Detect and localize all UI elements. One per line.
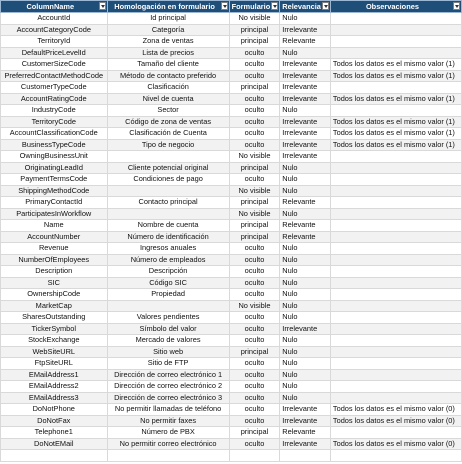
cell-columnname[interactable]: WebSiteURL [1,346,108,358]
cell-formulario[interactable]: oculto [229,254,280,266]
table-row [1,197,462,209]
cell-formulario[interactable]: oculto [229,289,280,301]
table-row [1,415,462,427]
cell-homologacion[interactable]: Código SIC [107,277,229,289]
cell-columnname[interactable]: Telephone1 [1,427,108,439]
cell-columnname[interactable]: DoNotFax [1,415,108,427]
cell-relevancia[interactable]: Nulo [280,243,331,255]
cell-relevancia[interactable]: Nulo [280,312,331,324]
cell-relevancia[interactable]: Irrelevante [280,438,331,450]
cell-homologacion[interactable]: Sector [107,105,229,117]
table-row [1,438,462,450]
table-row [1,335,462,347]
cell-relevancia[interactable]: Irrelevante [280,59,331,71]
cell-homologacion[interactable]: Nivel de cuenta [107,93,229,105]
table-row [1,70,462,82]
cell-homologacion[interactable]: Número de identificación [107,231,229,243]
cell-relevancia[interactable]: Nulo [280,105,331,117]
cell-homologacion[interactable]: Dirección de correo electrónico 1 [107,369,229,381]
cell-homologacion[interactable]: Cliente potencial original [107,162,229,174]
cell-formulario[interactable] [229,450,280,462]
cell-homologacion[interactable]: Método de contacto preferido [107,70,229,82]
cell-homologacion[interactable] [107,151,229,163]
cell-observaciones[interactable]: Todos los datos es el mismo valor (1) [330,128,461,140]
filter-dropdown-icon[interactable] [322,2,329,10]
cell-homologacion[interactable]: Contacto principal [107,197,229,209]
cell-homologacion[interactable]: Zona de ventas [107,36,229,48]
cell-observaciones[interactable] [330,185,461,197]
cell-formulario[interactable]: oculto [229,116,280,128]
header-row [1,1,462,13]
cell-formulario[interactable]: principal [229,231,280,243]
cell-relevancia[interactable]: Irrelevante [280,82,331,94]
cell-homologacion[interactable]: Propiedad [107,289,229,301]
cell-homologacion[interactable]: Dirección de correo electrónico 2 [107,381,229,393]
cell-homologacion[interactable] [107,300,229,312]
table-row [1,243,462,255]
cell-relevancia[interactable] [280,450,331,462]
cell-columnname[interactable]: PaymentTermsCode [1,174,108,186]
cell-observaciones[interactable] [330,151,461,163]
cell-formulario[interactable]: principal [229,82,280,94]
table-row [1,139,462,151]
cell-formulario[interactable]: oculto [229,438,280,450]
table-row [1,427,462,439]
cell-relevancia[interactable]: Nulo [280,358,331,370]
cell-relevancia[interactable]: Relevante [280,36,331,48]
cell-observaciones[interactable]: Todos los datos es el mismo valor (1) [330,70,461,82]
cell-columnname[interactable]: AccountClassificationCode [1,128,108,140]
cell-observaciones[interactable] [330,450,461,462]
cell-homologacion[interactable] [107,208,229,220]
cell-homologacion[interactable]: Sitio de FTP [107,358,229,370]
cell-observaciones[interactable] [330,369,461,381]
cell-observaciones[interactable]: Todos los datos es el mismo valor (1) [330,59,461,71]
table-row [1,174,462,186]
cell-homologacion[interactable]: Símbolo del valor [107,323,229,335]
cell-formulario[interactable]: oculto [229,266,280,278]
cell-homologacion[interactable]: Mercado de valores [107,335,229,347]
cell-homologacion[interactable]: Código de zona de ventas [107,116,229,128]
cell-homologacion[interactable] [107,185,229,197]
cell-observaciones[interactable] [330,312,461,324]
cell-formulario[interactable]: oculto [229,415,280,427]
cell-formulario[interactable]: principal [229,220,280,232]
cell-relevancia[interactable]: Nulo [280,277,331,289]
cell-homologacion[interactable]: Descripción [107,266,229,278]
cell-observaciones[interactable] [330,266,461,278]
cell-observaciones[interactable]: Todos los datos es el mismo valor (1) [330,116,461,128]
cell-columnname[interactable]: CustomerSizeCode [1,59,108,71]
table-row [1,381,462,393]
cell-observaciones[interactable]: Todos los datos es el mismo valor (0) [330,415,461,427]
table-row [1,47,462,59]
cell-relevancia[interactable]: Relevante [280,427,331,439]
table-row [1,151,462,163]
table-row [1,358,462,370]
table-row [1,208,462,220]
cell-columnname[interactable] [1,450,108,462]
cell-columnname[interactable]: ParticipatesInWorkflow [1,208,108,220]
cell-columnname[interactable]: DoNotPhone [1,404,108,416]
cell-relevancia[interactable]: Nulo [280,174,331,186]
cell-homologacion[interactable]: Número de empleados [107,254,229,266]
cell-relevancia[interactable]: Nulo [280,346,331,358]
cell-homologacion[interactable]: Tipo de negocio [107,139,229,151]
cell-relevancia[interactable]: Irrelevante [280,24,331,36]
cell-formulario[interactable]: oculto [229,70,280,82]
cell-homologacion[interactable]: Lista de precios [107,47,229,59]
table-row [1,24,462,36]
cell-relevancia[interactable]: Irrelevante [280,93,331,105]
table-row [1,220,462,232]
cell-observaciones[interactable]: Todos los datos es el mismo valor (0) [330,438,461,450]
cell-relevancia[interactable]: Relevante [280,197,331,209]
cell-columnname[interactable]: OwningBusinessUnit [1,151,108,163]
cell-observaciones[interactable] [330,220,461,232]
cell-formulario[interactable]: principal [229,24,280,36]
cell-homologacion[interactable]: Valores pendientes [107,312,229,324]
cell-columnname[interactable]: BusinessTypeCode [1,139,108,151]
cell-columnname[interactable]: SIC [1,277,108,289]
cell-relevancia[interactable]: Nulo [280,47,331,59]
cell-observaciones[interactable]: Todos los datos es el mismo valor (1) [330,93,461,105]
cell-observaciones[interactable] [330,197,461,209]
cell-observaciones[interactable] [330,277,461,289]
filter-dropdown-icon[interactable] [221,2,228,10]
cell-formulario[interactable]: oculto [229,392,280,404]
table-row [1,36,462,48]
cell-relevancia[interactable]: Nulo [280,185,331,197]
cell-relevancia[interactable]: Irrelevante [280,415,331,427]
table-row [1,185,462,197]
cell-relevancia[interactable]: Relevante [280,220,331,232]
cell-relevancia[interactable]: Nulo [280,369,331,381]
cell-columnname[interactable]: AccountNumber [1,231,108,243]
cell-observaciones[interactable] [330,162,461,174]
cell-relevancia[interactable]: Nulo [280,162,331,174]
cell-relevancia[interactable]: Nulo [280,289,331,301]
cell-observaciones[interactable] [330,36,461,48]
cell-homologacion[interactable]: Ingresos anuales [107,243,229,255]
cell-observaciones[interactable] [330,243,461,255]
cell-homologacion[interactable]: No permitir correo electrónico [107,438,229,450]
cell-relevancia[interactable]: Relevante [280,231,331,243]
cell-formulario[interactable]: oculto [229,243,280,255]
table-row [1,300,462,312]
header-relevancia[interactable]: Relevancia [280,1,331,13]
cell-columnname[interactable]: FtpSiteURL [1,358,108,370]
table-row [1,254,462,266]
cell-columnname[interactable]: DefaultPriceLevelId [1,47,108,59]
table-row [1,82,462,94]
cell-observaciones[interactable] [330,323,461,335]
cell-relevancia[interactable]: Irrelevante [280,116,331,128]
cell-homologacion[interactable]: Id principal [107,13,229,25]
cell-observaciones[interactable] [330,105,461,117]
cell-observaciones[interactable] [330,47,461,59]
cell-formulario[interactable]: oculto [229,105,280,117]
table-row [1,346,462,358]
cell-homologacion[interactable]: Número de PBX [107,427,229,439]
table-row [1,116,462,128]
cell-observaciones[interactable] [330,208,461,220]
table-row [1,277,462,289]
cell-columnname[interactable]: CustomerTypeCode [1,82,108,94]
cell-formulario[interactable]: principal [229,427,280,439]
cell-formulario[interactable]: principal [229,36,280,48]
filter-dropdown-icon[interactable] [453,2,460,10]
cell-columnname[interactable]: Name [1,220,108,232]
table-row [1,162,462,174]
cell-observaciones[interactable] [330,392,461,404]
table-row [1,312,462,324]
cell-columnname[interactable]: EMailAddress3 [1,392,108,404]
table-body [1,13,462,462]
table-row [1,128,462,140]
cell-columnname[interactable]: ShippingMethodCode [1,185,108,197]
cell-formulario[interactable]: oculto [229,369,280,381]
header-columnname[interactable]: ColumnName [1,1,108,13]
cell-formulario[interactable]: No visible [229,151,280,163]
cell-relevancia[interactable]: Nulo [280,392,331,404]
cell-formulario[interactable]: oculto [229,277,280,289]
cell-relevancia[interactable]: Irrelevante [280,323,331,335]
cell-columnname[interactable]: AccountId [1,13,108,25]
cell-columnname[interactable]: IndustryCode [1,105,108,117]
cell-columnname[interactable]: AccountRatingCode [1,93,108,105]
cell-observaciones[interactable] [330,358,461,370]
cell-columnname[interactable]: MarketCap [1,300,108,312]
table-row [1,231,462,243]
table-row [1,392,462,404]
cell-columnname[interactable]: TickerSymbol [1,323,108,335]
cell-homologacion[interactable]: Sitio web [107,346,229,358]
cell-observaciones[interactable] [330,289,461,301]
filter-dropdown-icon[interactable] [99,2,106,10]
cell-formulario[interactable]: No visible [229,185,280,197]
cell-homologacion[interactable]: No permitir faxes [107,415,229,427]
cell-formulario[interactable]: No visible [229,300,280,312]
cell-formulario[interactable]: oculto [229,139,280,151]
cell-observaciones[interactable] [330,427,461,439]
cell-columnname[interactable]: EMailAddress1 [1,369,108,381]
cell-formulario[interactable]: oculto [229,312,280,324]
table-row [1,13,462,25]
cell-formulario[interactable]: oculto [229,128,280,140]
cell-observaciones[interactable] [330,381,461,393]
cell-observaciones[interactable]: Todos los datos es el mismo valor (1) [330,139,461,151]
header-homologacion[interactable]: Homologación en formulario [107,1,229,13]
cell-relevancia[interactable]: Nulo [280,381,331,393]
table-row [1,369,462,381]
cell-columnname[interactable]: PreferredContactMethodCode [1,70,108,82]
cell-formulario[interactable]: oculto [229,404,280,416]
cell-homologacion[interactable]: Clasificación de Cuenta [107,128,229,140]
table-row [1,105,462,117]
cell-observaciones[interactable] [330,13,461,25]
cell-columnname[interactable]: DoNotEMail [1,438,108,450]
header-formulario[interactable]: Formulario [229,1,280,13]
cell-relevancia[interactable]: Nulo [280,300,331,312]
cell-relevancia[interactable]: Nulo [280,266,331,278]
cell-observaciones[interactable] [330,231,461,243]
header-observaciones[interactable]: Observaciones [330,1,461,13]
cell-formulario[interactable]: oculto [229,335,280,347]
cell-relevancia[interactable]: Irrelevante [280,70,331,82]
cell-homologacion[interactable]: Clasificación [107,82,229,94]
cell-formulario[interactable]: principal [229,162,280,174]
cell-formulario[interactable]: principal [229,346,280,358]
cell-relevancia[interactable]: Nulo [280,335,331,347]
cell-formulario[interactable]: oculto [229,93,280,105]
cell-columnname[interactable]: SharesOutstanding [1,312,108,324]
cell-relevancia[interactable]: Nulo [280,208,331,220]
cell-columnname[interactable]: Revenue [1,243,108,255]
cell-columnname[interactable]: TerritoryId [1,36,108,48]
cell-formulario[interactable]: oculto [229,174,280,186]
table-row [1,93,462,105]
table-row [1,289,462,301]
cell-observaciones[interactable] [330,82,461,94]
cell-relevancia[interactable]: Irrelevante [280,404,331,416]
cell-homologacion[interactable]: Tamaño del cliente [107,59,229,71]
cell-columnname[interactable]: AccountCategoryCode [1,24,108,36]
cell-formulario[interactable]: No visible [229,208,280,220]
cell-columnname[interactable]: Description [1,266,108,278]
cell-formulario[interactable]: oculto [229,323,280,335]
cell-observaciones[interactable] [330,24,461,36]
cell-formulario[interactable]: oculto [229,59,280,71]
table-row [1,266,462,278]
cell-relevancia[interactable]: Irrelevante [280,151,331,163]
cell-homologacion[interactable]: Dirección de correo electrónico 3 [107,392,229,404]
cell-columnname[interactable]: EMailAddress2 [1,381,108,393]
table-row [1,323,462,335]
cell-relevancia[interactable]: Nulo [280,13,331,25]
cell-homologacion[interactable]: Categoría [107,24,229,36]
cell-relevancia[interactable]: Irrelevante [280,128,331,140]
cell-formulario[interactable]: principal [229,197,280,209]
cell-homologacion[interactable]: No permitir llamadas de teléfono [107,404,229,416]
cell-columnname[interactable]: NumberOfEmployees [1,254,108,266]
cell-homologacion[interactable]: Nombre de cuenta [107,220,229,232]
table-row [1,450,462,462]
cell-formulario[interactable]: oculto [229,381,280,393]
cell-observaciones[interactable]: Todos los datos es el mismo valor (0) [330,404,461,416]
table-row [1,59,462,71]
cell-observaciones[interactable] [330,174,461,186]
table-row [1,404,462,416]
cell-formulario[interactable]: oculto [229,47,280,59]
cell-relevancia[interactable]: Nulo [280,254,331,266]
cell-columnname[interactable]: StockExchange [1,335,108,347]
cell-homologacion[interactable] [107,450,229,462]
filter-dropdown-icon[interactable] [271,2,278,10]
cell-formulario[interactable]: No visible [229,13,280,25]
cell-columnname[interactable]: OriginatingLeadId [1,162,108,174]
cell-columnname[interactable]: PrimaryContactId [1,197,108,209]
cell-formulario[interactable]: oculto [229,358,280,370]
cell-homologacion[interactable]: Condiciones de pago [107,174,229,186]
cell-observaciones[interactable] [330,335,461,347]
cell-observaciones[interactable] [330,254,461,266]
cell-relevancia[interactable]: Irrelevante [280,139,331,151]
cell-columnname[interactable]: OwnershipCode [1,289,108,301]
cell-observaciones[interactable] [330,300,461,312]
cell-observaciones[interactable] [330,346,461,358]
cell-columnname[interactable]: TerritoryCode [1,116,108,128]
